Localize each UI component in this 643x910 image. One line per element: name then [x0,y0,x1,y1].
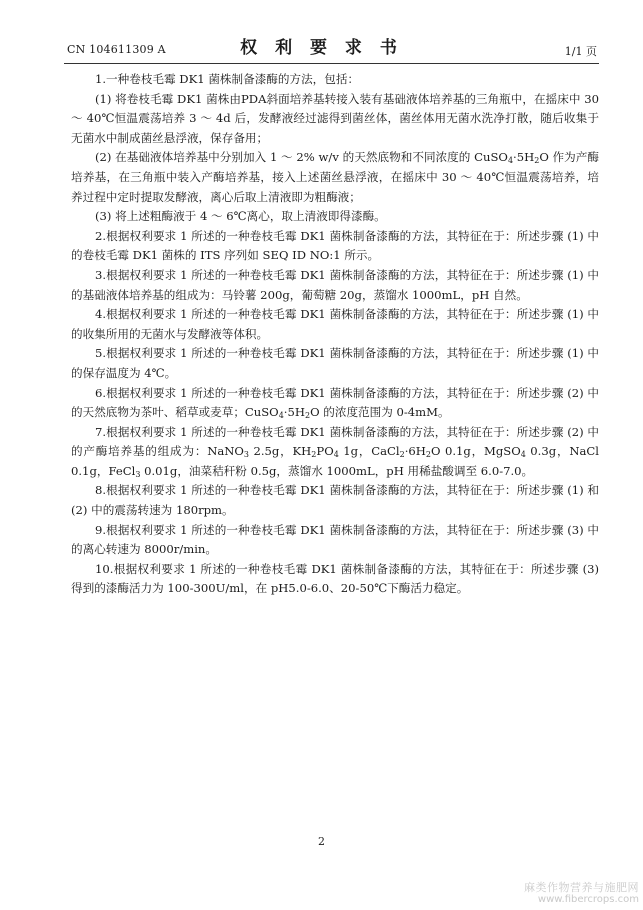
page-header [0,0,643,66]
document-title: 权 利 要 求 书 [240,38,403,58]
page-indicator: 1/1 页 [564,45,597,58]
watermark-site-url: www.fibercrops.com [537,894,639,905]
claim-2: 2.根据权利要求 1 所述的一种卷枝毛霉 DK1 菌株制备漆酶的方法，其特征在于：所述步骤 (1) 中的卷枝毛霉 DK1 菌株的 ITS 序列如 SEQ ID NO:1 所示。 [71,228,599,263]
watermark-site-name: 麻类作物营养与施肥网 [524,881,639,894]
patent-number: CN 104611309 A [67,43,166,56]
claim-1-intro: 1.一种卷枝毛霉 DK1 菌株制备漆酶的方法，包括： [95,72,360,86]
claim-9: 9.根据权利要求 1 所述的一种卷枝毛霉 DK1 菌株制备漆酶的方法，其特征在于：所述步骤 (3) 中的离心转速为 8000r/min。 [71,522,599,557]
claims-body [71,70,599,599]
header-divider [64,63,599,64]
page-number: 2 [318,835,325,848]
claim-3: 3.根据权利要求 1 所述的一种卷枝毛霉 DK1 菌株制备漆酶的方法，其特征在于：所述步骤 (1) 中的基础液体培养基的组成为：马铃薯 200g，葡萄糖 20g，蒸馏水 1000mL，pH 自然。 [71,267,599,302]
claim-10: 10.根据权利要求 1 所述的一种卷枝毛霉 DK1 菌株制备漆酶的方法，其特征在于：所述步骤 (3) 得到的漆酶活力为 100-300U/ml，在 pH5.0-6.0、20-50℃下酶活力稳定。 [71,561,599,596]
claim-8: 8.根据权利要求 1 所述的一种卷枝毛霉 DK1 菌株制备漆酶的方法，其特征在于：所述步骤 (1) 和 (2) 中的震荡转速为 180rpm。 [71,483,599,518]
claim-7: 7.根据权利要求 1 所述的一种卷枝毛霉 DK1 菌株制备漆酶的方法，其特征在于：所述步骤 (2) 中的产酶培养基的组成为：NaNO$_3$ 2.5g，$KH_2PO_4$ 1g，$CaCl_2\cdot 6H_2O$ 0.1g，MgSO$_4$ 0.3g，NaCl 0.1g，FeCl$_3$ 0.01g，油菜秸秆粉 0.5g，蒸馏水 1000mL，pH 用稀盐酸调至 6.0-7.0。 [71,424,599,479]
claim-4: 4.根据权利要求 1 所述的一种卷枝毛霉 DK1 菌株制备漆酶的方法，其特征在于：所述步骤 (1) 中的收集所用的无菌水与发酵液等体积。 [71,307,599,341]
claim-1-step-3: (3) 将上述粗酶液于 4 ～ 6℃离心，取上清液即得漆酶。 [95,209,386,224]
site-watermark [524,882,639,906]
claim-1-step-1: (1) 将卷枝毛霉 DK1 菌株由PDA斜面培养基转接入装有基础液体培养基的三角瓶中，在摇床中 30 ～ 40℃恒温震荡培养 3 ～ 4d 后，发酵液经过滤得到菌丝体，菌丝体用无菌水洗净打散，随后收集于无菌水中制成菌丝悬浮液，保存备用； [71,91,599,145]
claim-5: 5.根据权利要求 1 所述的一种卷枝毛霉 DK1 菌株制备漆酶的方法，其特征在于：所述步骤 (1) 中的保存温度为 4℃。 [71,346,599,380]
claim-1-step-2: (2) 在基础液体培养基中分别加入 1 ～ 2% w/v 的天然底物和不同浓度的 $CuSO_4\cdot 5H_2O$ 作为产酶培养基，在三角瓶中装入产酶培养基，接入上述菌丝悬浮液，在摇床中 30 ～ 40℃恒温震荡培养，培养过程中定时提取发酵液，离心后取上清液即为粗酶液； [71,150,599,204]
claim-6: 6.根据权利要求 1 所述的一种卷枝毛霉 DK1 菌株制备漆酶的方法，其特征在于：所述步骤 (2) 中的天然底物为茶叶、稻草或麦草；$CuSO_4\cdot 5H_2O$ 的浓度范围为 0-4mM。 [71,385,599,421]
